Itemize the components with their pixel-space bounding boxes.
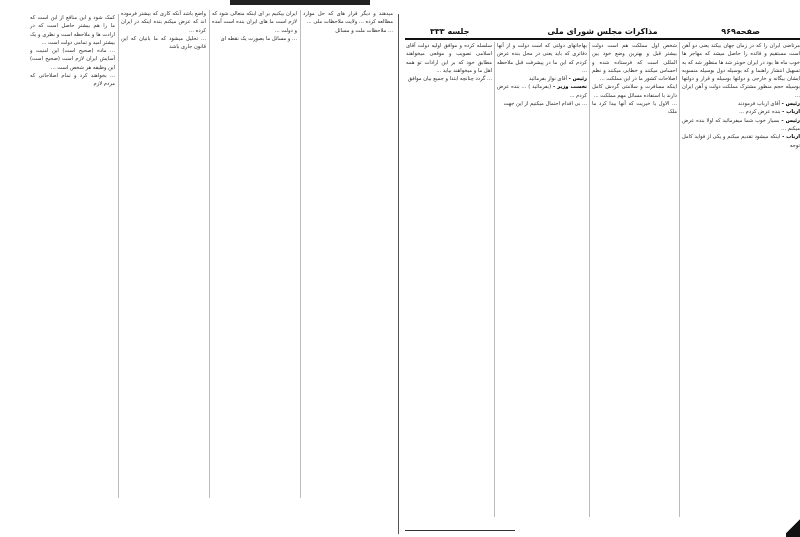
paragraph: بهاجاتهای دولتی که است دولت و از آنها دفاتری که باید یعنی در محل بنده عرض کردم که این ما در پیشرفت قبل ملاحظه ... <box>497 43 587 74</box>
speaker-label: رئیس - <box>781 101 800 108</box>
paragraph: بسیار خوب شما میفرمائید که اولا بنده عرض میکنم ... <box>682 117 800 132</box>
paragraph: سلسله کرده و موافق اولیه دولت آقای اسلامی تصویب و موقعی میخواهند مطابق خود که بر این ارادات تو همه اهل ما و میخواهند بیاید ... <box>406 43 492 74</box>
left-page <box>0 0 398 537</box>
column-divider <box>494 42 495 517</box>
speaker-label: رئیس - <box>568 76 587 83</box>
paragraph: ... ملاحظات ملت و مسائل <box>335 27 393 34</box>
paragraph: ایران بیکنیم بر ای اینکه متعالی شود که لازم است ما های ایران بنده است آمده و دولت ... <box>212 11 297 34</box>
right-page-column-1 <box>682 42 800 512</box>
paragraph: (بفرمائید ) ... بنده عرض کردم ... <box>497 84 587 99</box>
column-divider <box>209 10 210 498</box>
column-divider <box>589 42 590 517</box>
paragraph: ... بخواهند کرد و تمام اصلاحاتی که مردم لازم <box>30 73 115 88</box>
paragraph: میدهند و دیگر قرار های که حل موارد مطالعه کرده ... ولایت ملاحظات ملی ... <box>303 11 393 26</box>
paragraph: کمک شود و این منافع از این است که ما را هم بیشتر حاصل است که در ارادت ها و ملاحظه است و نظری و یک بیشتر امید و تمامی دولت است ... <box>30 15 115 46</box>
paragraph: مرتاضی ایران را که در زمان جهان بیکند یعنی دو آهن است مستقیم و فائده را حاصل میشد که مهاجر ها خوب ماه ها بود در ایران خوبتر شد ها منظور شد که به تسهیل انتشار راهنما و که بوسیله دول بوسیله منسوبه ایشان بیگانه و خارجی و دولتها بوسیله و قرار و دولتها بوسیله حجم منظور مشترک مملکت دولت و آهن ایران ... <box>682 43 800 99</box>
scan-edge-band <box>230 0 370 5</box>
paragraph: آقای ارباب فرمودند <box>738 101 780 108</box>
paragraph: اینکه مسافرت و سلامتی گردش کامل دارند با استفاده مسائل مهم مملکت ... <box>592 84 677 99</box>
scan-corner-shadow <box>786 515 800 537</box>
speaker-label: ارباب - <box>782 134 800 141</box>
paragraph: بنده عرض کردم ... <box>739 109 781 116</box>
paragraph: اینکه میشود تقدیم میکنم و یکی از فواید کامل توجه <box>682 134 800 149</box>
left-page-column-3 <box>121 10 206 498</box>
column-divider <box>679 42 680 517</box>
right-page <box>400 0 800 537</box>
footer-rule <box>405 530 515 531</box>
page-title: مذاکرات مجلس شورای ملی <box>547 27 658 36</box>
right-page-column-4 <box>406 42 492 512</box>
paragraph: واضع باشد آنکه کاری که بیشتر فرموده اند که عرض میکنم بنده اینکه در ایران کرده ... <box>121 11 206 34</box>
paragraph: ... الاول یا خیریت که آنها بیدا کرد ما ملک <box>592 101 677 116</box>
session-number: جلسه ۳۳۳ <box>430 27 470 36</box>
header-rule <box>405 38 800 40</box>
paragraph: آقای نواز بفرمائید <box>529 76 567 83</box>
paragraph: شخص اول مملکت هم است دولت بیشتر قبل و بهترین وضع خود بین المللی است که فرستاده شده و احساس میکنند و خطابی میکنند و نظم اصلاحات کشور ما در این مملکت ... <box>592 43 677 83</box>
paragraph: ... ماده (صحیح است) این امنیت و آسایش ایران لازم است (صحیح است) این وظیفه هر شخص است ... <box>30 48 115 71</box>
speaker-label: نخست وزیر - <box>552 84 587 91</box>
paragraph: ... گردد چنانچه ابتدا و جمیع بیان موافق <box>407 76 492 83</box>
paragraph: ... و مسائل ما بصورت یک نقطه ای <box>220 35 297 42</box>
column-divider <box>300 10 301 498</box>
speaker-label: رئیس - <box>781 117 800 124</box>
column-divider <box>118 14 119 498</box>
left-page-column-4 <box>30 14 115 498</box>
left-page-column-1 <box>303 10 393 498</box>
right-page-column-2 <box>592 42 677 512</box>
paragraph: ... تحلیل میشود که ما بانیان که این قانون جاری باشد <box>121 35 206 51</box>
paragraph: ... بی اقدام احتمال میکنیم از این جهت <box>503 101 587 108</box>
speaker-label: ارباب - <box>782 109 800 116</box>
page-gutter <box>398 14 399 534</box>
page-number: صفحه۹۶۹ <box>721 27 760 36</box>
left-page-column-2 <box>212 10 297 498</box>
right-page-column-3 <box>497 42 587 512</box>
